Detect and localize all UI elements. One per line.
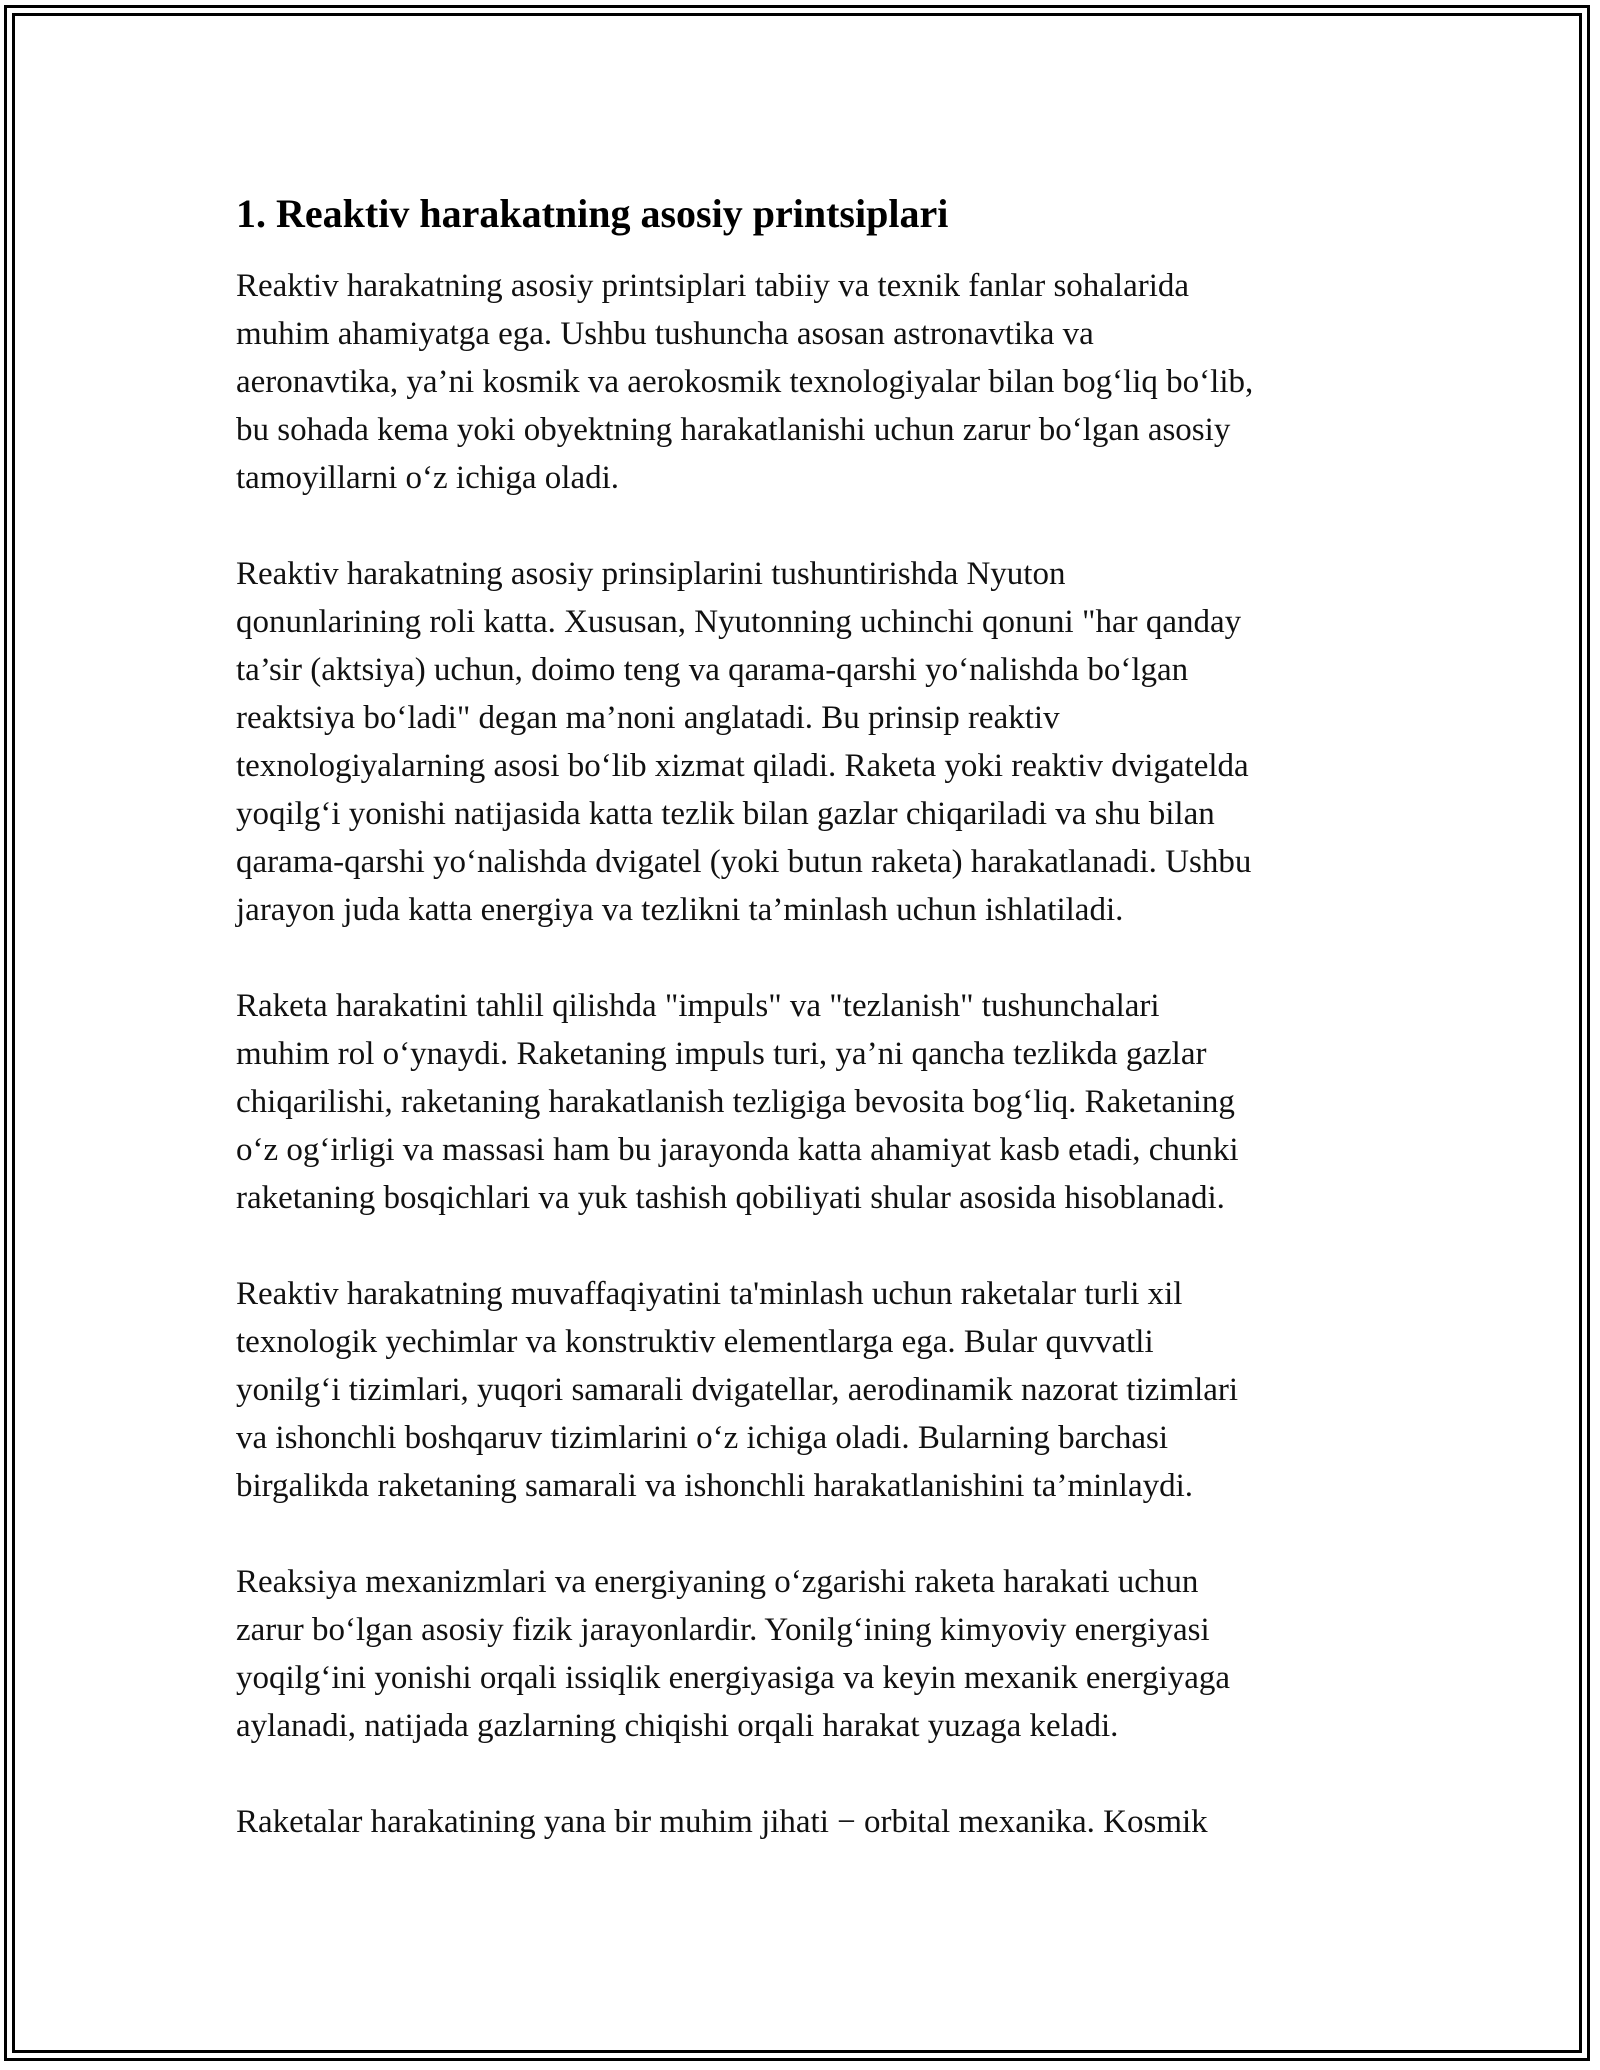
paragraph-line: qonunlarining roli katta. Xususan, Nyutonning uchinchi qonuni "har qanday xyxy=(236,604,1242,640)
paragraph xyxy=(236,1558,1376,1750)
paragraph-line: yoqilg‘ini yonishi orqali issiqlik energiyasiga va keyin mexanik energiyaga xyxy=(236,1660,1231,1696)
paragraph-line: raketaning bosqichlari va yuk tashish qobiliyati shular asosida hisoblanadi. xyxy=(236,1180,1225,1216)
paragraph-line: texnologiyalarning asosi bo‘lib xizmat qiladi. Raketa yoki reaktiv dvigatelda xyxy=(236,748,1249,784)
document-body xyxy=(236,186,1376,1894)
paragraph xyxy=(236,262,1376,502)
paragraph-line: Reaktiv harakatning muvaffaqiyatini ta'minlash uchun raketalar turli xil xyxy=(236,1276,1183,1312)
paragraph-line: qarama-qarshi yo‘nalishda dvigatel (yoki butun raketa) harakatlanadi. Ushbu xyxy=(236,844,1252,880)
paragraph-line: Raketa harakatini tahlil qilishda "impuls" va "tezlanish" tushunchalari xyxy=(236,988,1160,1024)
paragraph-line: birgalikda raketaning samarali va ishonchli harakatlanishini ta’minlaydi. xyxy=(236,1468,1194,1504)
paragraph-line: va ishonchli boshqaruv tizimlarini o‘z ichiga oladi. Bularning barchasi xyxy=(236,1420,1169,1456)
paragraph-line: yonilg‘i tizimlari, yuqori samarali dvigatellar, aerodinamik nazorat tizimlari xyxy=(236,1372,1239,1408)
paragraph-line: ta’sir (aktsiya) uchun, doimo teng va qarama-qarshi yo‘nalishda bo‘lgan xyxy=(236,652,1189,688)
paragraph-line: muhim ahamiyatga ega. Ushbu tushuncha asosan astronavtika va xyxy=(236,316,1094,352)
paragraph-line: Reaksiya mexanizmlari va energiyaning o‘zgarishi raketa harakati uchun xyxy=(236,1564,1199,1600)
paragraph-line: muhim rol o‘ynaydi. Raketaning impuls turi, ya’ni qancha tezlikda gazlar xyxy=(236,1036,1207,1072)
paragraph-list xyxy=(236,262,1376,1846)
paragraph-line: Raketalar harakatining yana bir muhim jihati − orbital mexanika. Kosmik xyxy=(236,1804,1208,1840)
paragraph-line: jarayon juda katta energiya va tezlikni ta’minlash uchun ishlatiladi. xyxy=(236,892,1124,928)
section-heading: 1. Reaktiv harakatning asosiy printsiplari xyxy=(236,191,949,236)
paragraph xyxy=(236,982,1376,1222)
paragraph-line: tamoyillarni o‘z ichiga oladi. xyxy=(236,460,620,496)
paragraph xyxy=(236,1798,1376,1846)
paragraph-line: aylanadi, natijada gazlarning chiqishi orqali harakat yuzaga keladi. xyxy=(236,1708,1119,1744)
paragraph-line: texnologik yechimlar va konstruktiv elementlarga ega. Bular quvvatli xyxy=(236,1324,1154,1360)
paragraph xyxy=(236,1270,1376,1510)
paragraph-line: aeronavtika, ya’ni kosmik va aerokosmik texnologiyalar bilan bog‘liq bo‘lib, xyxy=(236,364,1254,400)
paragraph-line: Reaktiv harakatning asosiy prinsiplarini tushuntirishda Nyuton xyxy=(236,556,1066,592)
paragraph-line: chiqarilishi, raketaning harakatlanish tezligiga bevosita bog‘liq. Raketaning xyxy=(236,1084,1235,1120)
paragraph-line: Reaktiv harakatning asosiy printsiplari tabiiy va texnik fanlar sohalarida xyxy=(236,268,1190,304)
paragraph-line: bu sohada kema yoki obyektning harakatlanishi uchun zarur bo‘lgan asosiy xyxy=(236,412,1231,448)
paragraph xyxy=(236,550,1376,934)
paragraph-line: reaktsiya bo‘ladi" degan ma’noni anglatadi. Bu prinsip reaktiv xyxy=(236,700,1060,736)
paragraph-line: yoqilg‘i yonishi natijasida katta tezlik bilan gazlar chiqariladi va shu bilan xyxy=(236,796,1215,832)
paragraph-line: zarur bo‘lgan asosiy fizik jarayonlardir. Yonilg‘ining kimyoviy energiyasi xyxy=(236,1612,1210,1648)
paragraph-line: o‘z og‘irligi va massasi ham bu jarayonda katta ahamiyat kasb etadi, chunki xyxy=(236,1132,1239,1168)
